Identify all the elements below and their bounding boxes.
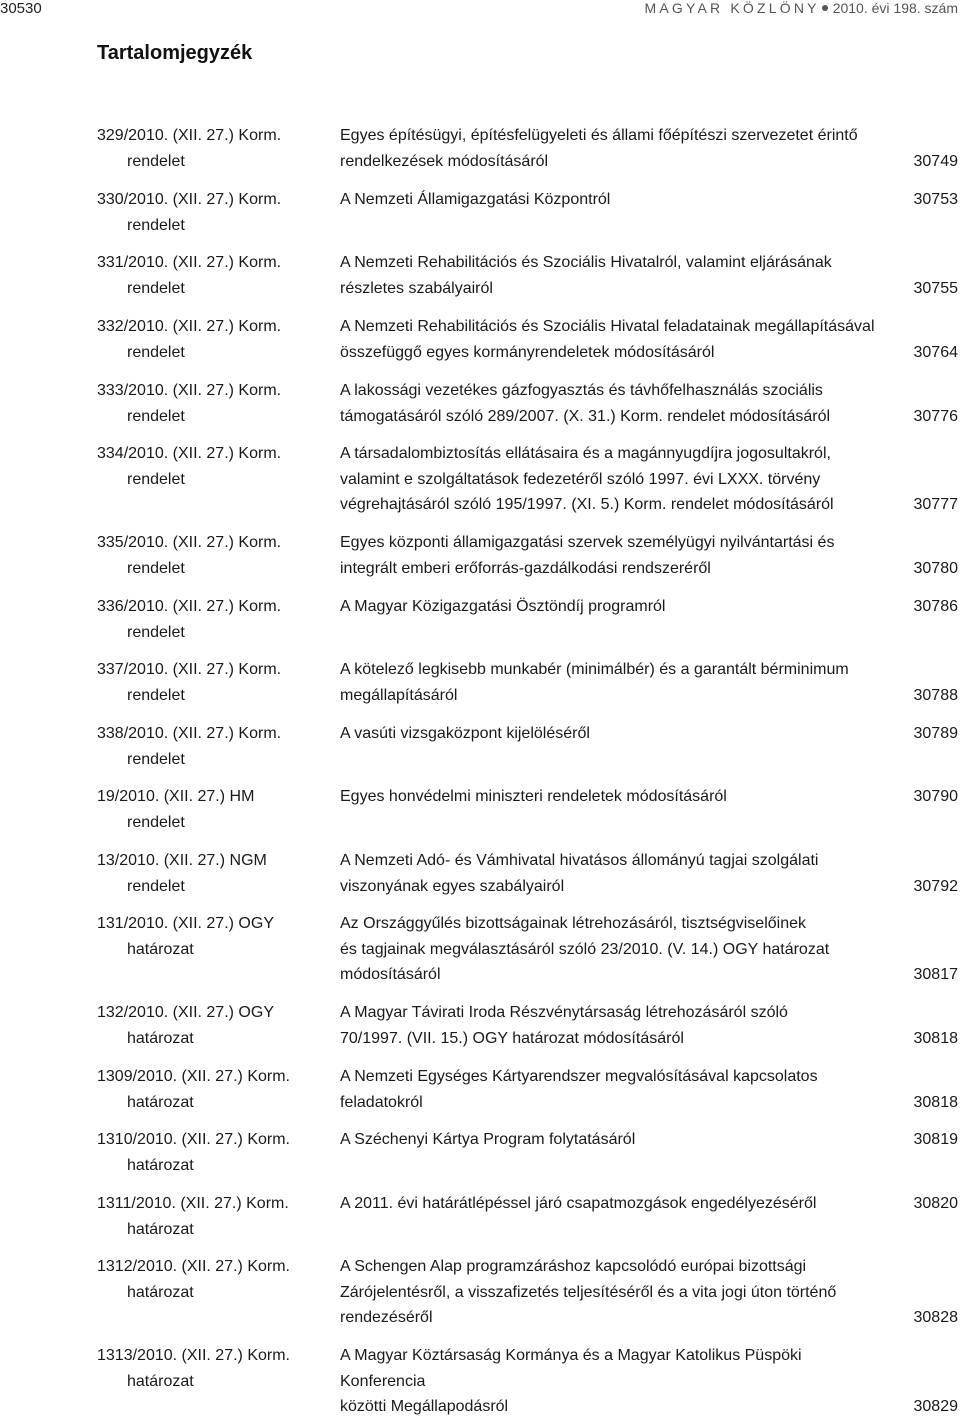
entry-body — [340, 1191, 960, 1217]
entry-reference-number: 19/2010. (XII. 27.) HM — [97, 788, 255, 805]
entry-reference-number: 131/2010. (XII. 27.) OGY — [97, 915, 274, 932]
entry-reference — [97, 784, 317, 835]
entry-body — [340, 378, 960, 429]
entry-body — [340, 1254, 960, 1331]
toc-entry — [0, 441, 960, 518]
entry-reference-type: rendelet — [127, 623, 185, 641]
entry-reference-number: 329/2010. (XII. 27.) Korm. — [97, 127, 282, 144]
entry-page-number: 30786 — [913, 598, 958, 615]
entry-title-line: A lakossági vezetékes gázfogyasztás és távhőfelhasználás szociális — [340, 382, 823, 399]
entry-title-line: A Schengen Alap programzáráshoz kapcsolódó európai bizottsági — [340, 1258, 807, 1275]
entry-reference — [97, 1000, 317, 1051]
entry-body — [340, 848, 960, 899]
entry-page-number: 30755 — [913, 279, 958, 297]
entry-reference-type: rendelet — [127, 279, 185, 297]
entry-title-line: A Nemzeti Rehabilitációs és Szociális Hivatalról, valamint eljárásának — [340, 254, 832, 271]
entry-title-line: rendezéséről — [340, 1309, 433, 1326]
toc-entry — [0, 1343, 960, 1420]
entry-body — [340, 721, 960, 747]
entry-reference-number: 1311/2010. (XII. 27.) Korm. — [97, 1195, 289, 1212]
toc-entry — [0, 378, 960, 429]
entry-page-number: 30828 — [913, 1309, 958, 1326]
entry-page-number: 30780 — [913, 559, 958, 577]
entry-page-number: 30749 — [913, 152, 958, 170]
entry-reference-type: határozat — [127, 940, 194, 958]
entry-page-number: 30817 — [913, 966, 958, 983]
entry-reference-type: határozat — [127, 1093, 194, 1111]
toc-entry — [0, 1254, 960, 1331]
entry-page-number: 30818 — [913, 1029, 958, 1047]
entry-reference-number: 332/2010. (XII. 27.) Korm. — [97, 318, 282, 335]
page-number: 30530 — [0, 0, 42, 17]
entry-reference — [97, 250, 317, 301]
entry-body — [340, 250, 960, 301]
entry-reference-number: 132/2010. (XII. 27.) OGY — [97, 1004, 274, 1021]
journal-name: MAGYAR KÖZLÖNY — [644, 0, 820, 16]
entry-title-line: Egyes központi államigazgatási szervek személyügyi nyilvántartási és — [340, 534, 835, 551]
toc-entry — [0, 594, 960, 641]
entry-reference-number: 1310/2010. (XII. 27.) Korm. — [97, 1131, 290, 1148]
entry-page-number: 30792 — [913, 877, 958, 895]
entry-reference-number: 330/2010. (XII. 27.) Korm. — [97, 191, 282, 208]
entry-title-line: feladatokról — [340, 1093, 423, 1111]
toc-entry — [0, 1064, 960, 1115]
entry-reference — [97, 594, 317, 645]
entry-reference — [97, 1254, 317, 1305]
entry-page-number: 30764 — [913, 343, 958, 361]
entry-title-line: valamint e szolgáltatások fedezetéről szóló 1997. évi LXXX. törvény — [340, 470, 821, 488]
entry-title-line: támogatásáról szóló 289/2007. (X. 31.) Korm. rendelet módosításáról — [340, 407, 831, 425]
page-title: Tartalomjegyzék — [97, 42, 253, 64]
entry-page-number: 30789 — [913, 725, 958, 742]
entry-title-line: és tagjainak megválasztásáról szóló 23/2010. (V. 14.) OGY határozat — [340, 940, 830, 958]
entry-body — [340, 530, 960, 581]
entry-reference-type: rendelet — [127, 470, 185, 488]
entry-page-number: 30776 — [913, 407, 958, 425]
entry-reference-type: rendelet — [127, 813, 185, 831]
entry-title-line: A vasúti vizsgaközpont kijelöléséről — [340, 725, 590, 742]
entry-title-line: A Nemzeti Adó- és Vámhivatal hivatásos állományú tagjai szolgálati — [340, 852, 819, 869]
entry-reference-number: 1313/2010. (XII. 27.) Korm. — [97, 1347, 290, 1364]
entry-reference — [97, 314, 317, 365]
toc-entry — [0, 314, 960, 365]
toc-entry — [0, 911, 960, 988]
entry-reference-number: 334/2010. (XII. 27.) Korm. — [97, 445, 282, 462]
entry-body — [340, 911, 960, 988]
entry-reference — [97, 1343, 317, 1394]
entry-title-line: összefüggő egyes kormányrendeletek módosításáról — [340, 343, 715, 361]
entry-title-line: A Nemzeti Egységes Kártyarendszer megvalósításával kapcsolatos — [340, 1068, 818, 1085]
entry-reference-type: rendelet — [127, 559, 185, 577]
entry-body — [340, 594, 960, 620]
entry-reference — [97, 1191, 317, 1242]
toc-entry — [0, 530, 960, 581]
entry-reference — [97, 441, 317, 492]
entry-reference-type: határozat — [127, 1156, 194, 1174]
entry-title-line: A 2011. évi határátlépéssel járó csapatmozgások engedélyezéséről — [340, 1195, 817, 1212]
entry-body — [340, 784, 960, 810]
entry-title-line: A Nemzeti Államigazgatási Központról — [340, 191, 611, 208]
entry-title-line: A társadalombiztosítás ellátásaira és a magánnyugdíjra jogosultakról, — [340, 445, 831, 462]
entry-title-line: A Széchenyi Kártya Program folytatásáról — [340, 1131, 636, 1148]
entry-title-line: Egyes honvédelmi miniszteri rendeletek módosításáról — [340, 788, 727, 805]
entry-title-line: A Nemzeti Rehabilitációs és Szociális Hivatal feladatainak megállapításával — [340, 318, 875, 335]
entry-title-line: rendelkezések módosításáról — [340, 152, 549, 170]
entry-title-line: integrált emberi erőforrás-gazdálkodási rendszeréről — [340, 559, 711, 577]
entry-title-line: Zárójelentésről, a visszafizetés teljesítéséről és a vita jogi úton történő — [340, 1283, 837, 1301]
entry-body — [340, 123, 960, 174]
toc-entry — [0, 1000, 960, 1051]
toc-entry — [0, 784, 960, 831]
entry-title-line: A Magyar Távirati Iroda Részvénytársaság létrehozásáról szóló — [340, 1004, 788, 1021]
entry-reference-number: 336/2010. (XII. 27.) Korm. — [97, 598, 282, 615]
entry-title-line: közötti Megállapodásról — [340, 1398, 509, 1415]
toc-entry — [0, 721, 960, 768]
bullet-dot-icon — [822, 5, 828, 11]
entry-title-line: A kötelező legkisebb munkabér (minimálbér) és a garantált bérminimum — [340, 661, 849, 678]
entry-reference-type: rendelet — [127, 216, 185, 234]
entry-reference — [97, 657, 317, 708]
entry-title-line: Az Országgyűlés bizottságainak létrehozásáról, tisztségviselőinek — [340, 915, 807, 932]
entry-title-line: 70/1997. (VII. 15.) OGY határozat módosításáról — [340, 1029, 684, 1047]
entry-page-number: 30790 — [913, 788, 958, 805]
entry-body — [340, 441, 960, 518]
entry-reference-number: 335/2010. (XII. 27.) Korm. — [97, 534, 282, 551]
entry-title-line: A Magyar Közigazgatási Ösztöndíj programról — [340, 598, 666, 615]
journal-title — [644, 0, 958, 16]
entry-body — [340, 1127, 960, 1153]
entry-title-line: megállapításáról — [340, 686, 458, 704]
entry-reference — [97, 1127, 317, 1178]
entry-reference-type: rendelet — [127, 877, 185, 895]
entry-title-line: Egyes építésügyi, építésfelügyeleti és állami főépítészi szervezetet érintő — [340, 127, 858, 144]
toc-entry — [0, 187, 960, 234]
entry-reference-type: rendelet — [127, 343, 185, 361]
entry-title-line: viszonyának egyes szabályairól — [340, 877, 565, 895]
entry-page-number: 30753 — [913, 191, 958, 208]
entry-reference-type: határozat — [127, 1283, 194, 1301]
entry-reference — [97, 187, 317, 238]
entry-reference-number: 337/2010. (XII. 27.) Korm. — [97, 661, 282, 678]
page-header — [0, 0, 960, 16]
entry-page-number: 30819 — [913, 1131, 958, 1148]
entry-reference-type: határozat — [127, 1372, 194, 1390]
toc-entry — [0, 848, 960, 899]
entry-reference-type: határozat — [127, 1029, 194, 1047]
entry-reference-number: 331/2010. (XII. 27.) Korm. — [97, 254, 282, 271]
entry-body — [340, 1343, 960, 1420]
entry-reference-number: 1309/2010. (XII. 27.) Korm. — [97, 1068, 290, 1085]
entry-page-number: 30788 — [913, 686, 958, 704]
entry-body — [340, 187, 960, 213]
entry-page-number: 30820 — [913, 1195, 958, 1212]
entry-reference — [97, 1064, 317, 1115]
entry-reference — [97, 848, 317, 899]
entry-reference — [97, 721, 317, 772]
entry-reference — [97, 530, 317, 581]
entry-page-number: 30818 — [913, 1093, 958, 1111]
entry-reference-type: rendelet — [127, 152, 185, 170]
entry-body — [340, 1000, 960, 1051]
entry-body — [340, 1064, 960, 1115]
entry-title-line: végrehajtásáról szóló 195/1997. (XI. 5.) Korm. rendelet módosításáról — [340, 496, 834, 513]
entry-reference — [97, 123, 317, 174]
toc-entry — [0, 657, 960, 708]
toc-entry — [0, 123, 960, 174]
toc-entry — [0, 1191, 960, 1238]
entry-reference — [97, 378, 317, 429]
entry-body — [340, 314, 960, 365]
entry-reference-type: rendelet — [127, 686, 185, 704]
toc-entry — [0, 1127, 960, 1174]
toc-entry — [0, 250, 960, 301]
entry-reference-type: határozat — [127, 1220, 194, 1238]
entry-title-line: A Magyar Köztársaság Kormánya és a Magyar Katolikus Püspöki Konferencia — [340, 1347, 802, 1390]
entry-reference-number: 338/2010. (XII. 27.) Korm. — [97, 725, 282, 742]
entry-reference-number: 1312/2010. (XII. 27.) Korm. — [97, 1258, 290, 1275]
entry-body — [340, 657, 960, 708]
entry-reference-number: 333/2010. (XII. 27.) Korm. — [97, 382, 282, 399]
entry-page-number: 30829 — [913, 1398, 958, 1415]
entry-title-line: részletes szabályairól — [340, 279, 493, 297]
entry-title-line: módosításáról — [340, 966, 441, 983]
entry-page-number: 30777 — [913, 496, 958, 513]
entry-reference-number: 13/2010. (XII. 27.) NGM — [97, 852, 267, 869]
entry-reference — [97, 911, 317, 962]
entry-reference-type: rendelet — [127, 750, 185, 768]
entry-reference-type: rendelet — [127, 407, 185, 425]
journal-issue: 2010. évi 198. szám — [832, 0, 958, 16]
